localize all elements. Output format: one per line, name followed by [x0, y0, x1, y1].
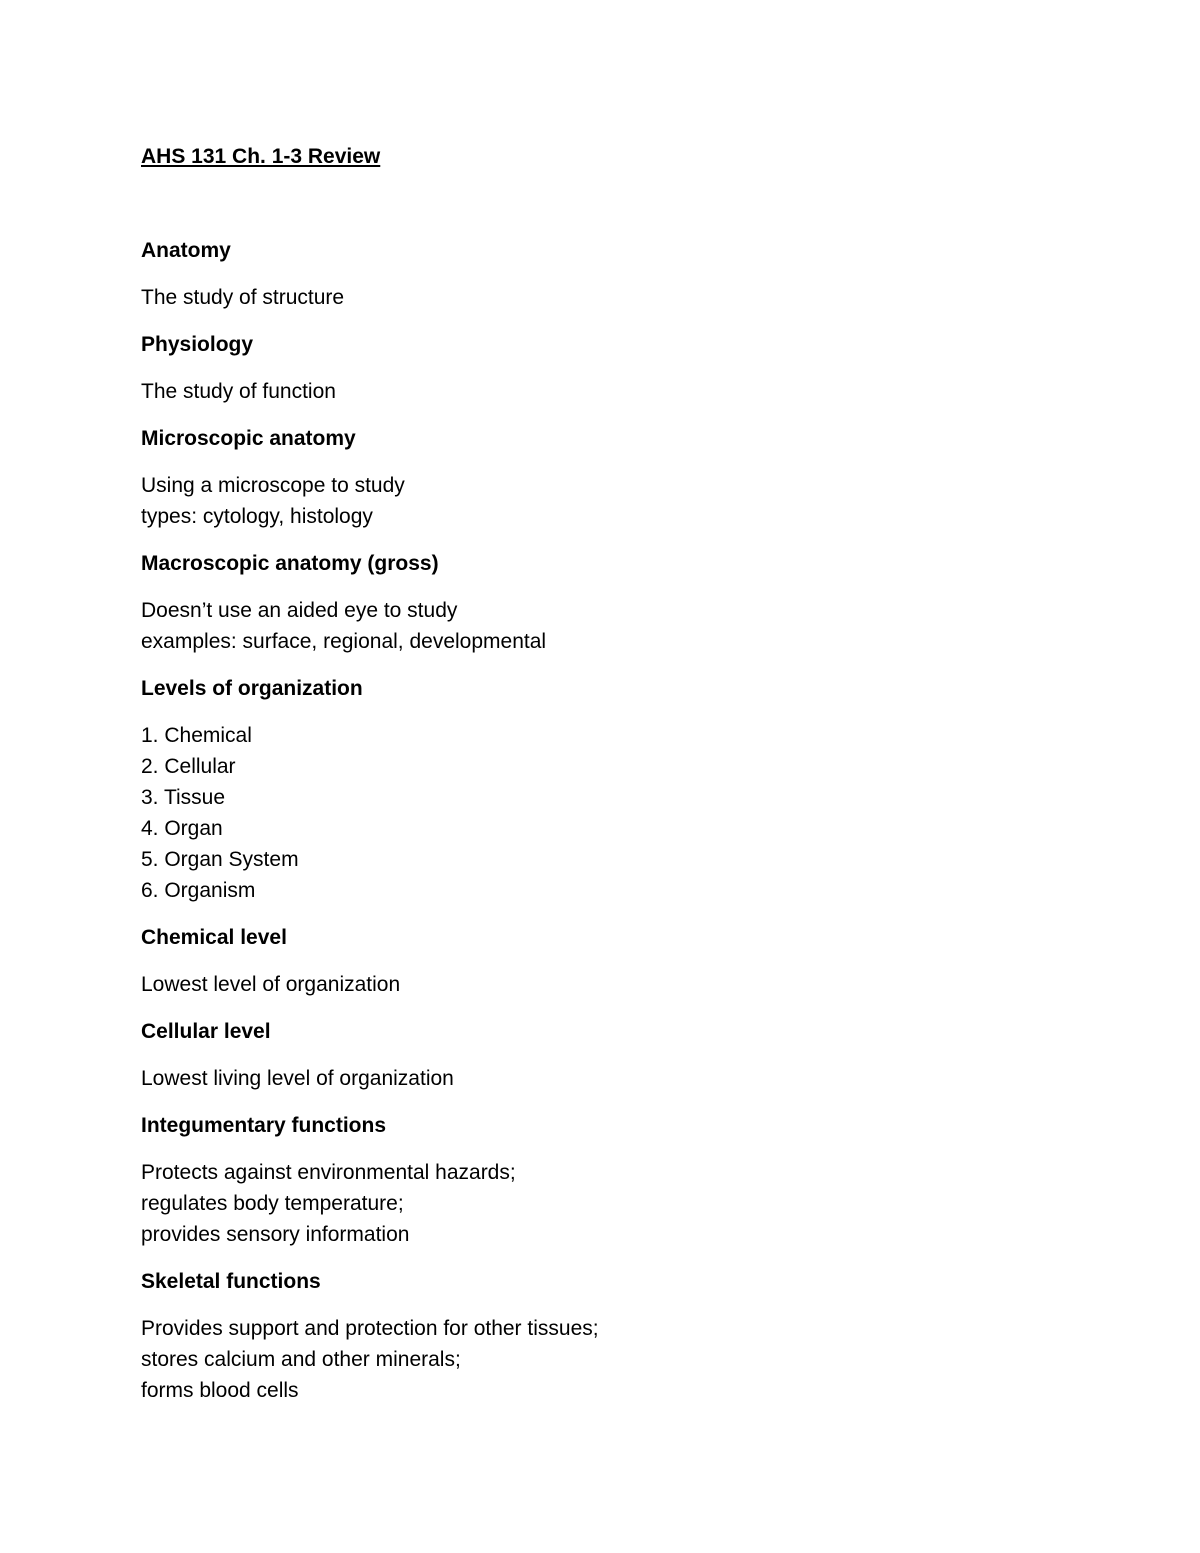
definition-cellular-level	[141, 1063, 1061, 1094]
definition-line: stores calcium and other minerals;	[141, 1348, 461, 1371]
definition-skeletal-functions	[141, 1313, 1061, 1406]
definition-line: Provides support and protection for other tissues;	[141, 1317, 599, 1340]
levels-list	[141, 720, 1061, 906]
definition-line: Lowest level of organization	[141, 973, 401, 996]
list-item: 1. Chemical	[141, 724, 252, 747]
definition-line: regulates body temperature;	[141, 1192, 404, 1215]
definition-anatomy	[141, 282, 1061, 313]
definition-chemical-level	[141, 969, 1061, 1000]
definition-line: Using a microscope to study	[141, 474, 405, 497]
definition-macroscopic-anatomy	[141, 595, 1061, 657]
term-physiology: Physiology	[141, 333, 254, 356]
definition-line: The study of function	[141, 380, 336, 403]
list-item: 3. Tissue	[141, 786, 226, 809]
title-spacer	[141, 172, 1061, 235]
definition-integumentary-functions	[141, 1157, 1061, 1250]
definition-microscopic-anatomy	[141, 470, 1061, 532]
term-levels-of-organization: Levels of organization	[141, 677, 363, 700]
definition-line: The study of structure	[141, 286, 345, 309]
term-integumentary-functions: Integumentary functions	[141, 1114, 387, 1137]
definition-line: types: cytology, histology	[141, 505, 373, 528]
document-page	[141, 141, 1061, 1406]
definition-line: forms blood cells	[141, 1379, 299, 1402]
list-item: 6. Organism	[141, 879, 256, 902]
definition-line: examples: surface, regional, developmental	[141, 630, 547, 653]
definition-line: Lowest living level of organization	[141, 1067, 454, 1090]
list-item: 4. Organ	[141, 817, 223, 840]
term-microscopic-anatomy: Microscopic anatomy	[141, 427, 356, 450]
term-cellular-level: Cellular level	[141, 1020, 271, 1043]
term-skeletal-functions: Skeletal functions	[141, 1270, 321, 1293]
term-anatomy: Anatomy	[141, 239, 231, 262]
document-title: AHS 131 Ch. 1-3 Review	[141, 145, 381, 168]
term-macroscopic-anatomy: Macroscopic anatomy (gross)	[141, 552, 439, 575]
definition-line: provides sensory information	[141, 1223, 410, 1246]
definition-line: Doesn’t use an aided eye to study	[141, 599, 458, 622]
definition-line: Protects against environmental hazards;	[141, 1161, 516, 1184]
term-chemical-level: Chemical level	[141, 926, 287, 949]
list-item: 2. Cellular	[141, 755, 236, 778]
list-item: 5. Organ System	[141, 848, 299, 871]
definition-physiology	[141, 376, 1061, 407]
